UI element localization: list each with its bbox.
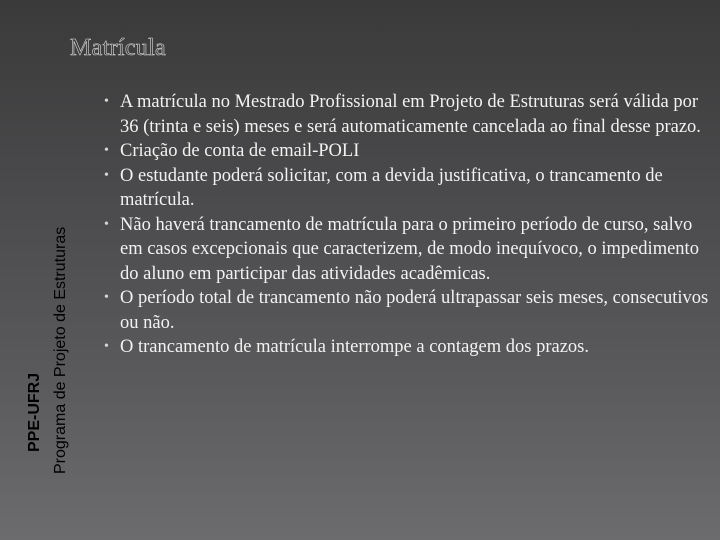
- bullet-text: A matrícula no Mestrado Profissional em Projeto de Estruturas será válida por 36 (trinta e seis) meses e será automaticamente cancelada ao final desse prazo.: [120, 92, 701, 137]
- bullet-text: O estudante poderá solicitar, com a devida justificativa, o trancamento de matrícula.: [120, 165, 663, 210]
- bullet-dot-icon: •: [104, 143, 109, 158]
- bullet-dot-icon: •: [104, 94, 109, 109]
- bullet-item: [92, 286, 712, 335]
- side-label-org: PPE-UFRJ: [26, 372, 43, 452]
- side-label: [22, 94, 74, 474]
- bullet-dot-icon: •: [104, 167, 109, 183]
- bullet-item: [92, 164, 712, 213]
- slide-title: Matrícula: [70, 35, 166, 61]
- side-label-program: Programa de Projeto de Estruturas: [52, 226, 69, 474]
- bullet-item: [92, 213, 712, 287]
- bullet-dot-icon: •: [104, 216, 109, 232]
- bullet-dot-icon: •: [104, 290, 109, 305]
- bullet-text: O trancamento de matrícula interrompe a contagem dos prazos.: [120, 337, 589, 357]
- bullet-text: Não haverá trancamento de matrícula para o primeiro período de curso, salvo em casos excepcionais que caracterizem, de modo inequívoco, o impedimento do aluno em participar das atividades acadêmicas.: [120, 214, 699, 284]
- bullet-item: [92, 335, 712, 360]
- bullet-item: [92, 90, 712, 139]
- bullet-text: O período total de trancamento não poderá ultrapassar seis meses, consecutivos ou não.: [120, 288, 709, 333]
- bullet-list: [92, 90, 712, 360]
- bullet-text: Criação de conta de email-POLI: [120, 141, 360, 161]
- bullet-item: [92, 139, 712, 164]
- bullet-dot-icon: •: [104, 339, 109, 354]
